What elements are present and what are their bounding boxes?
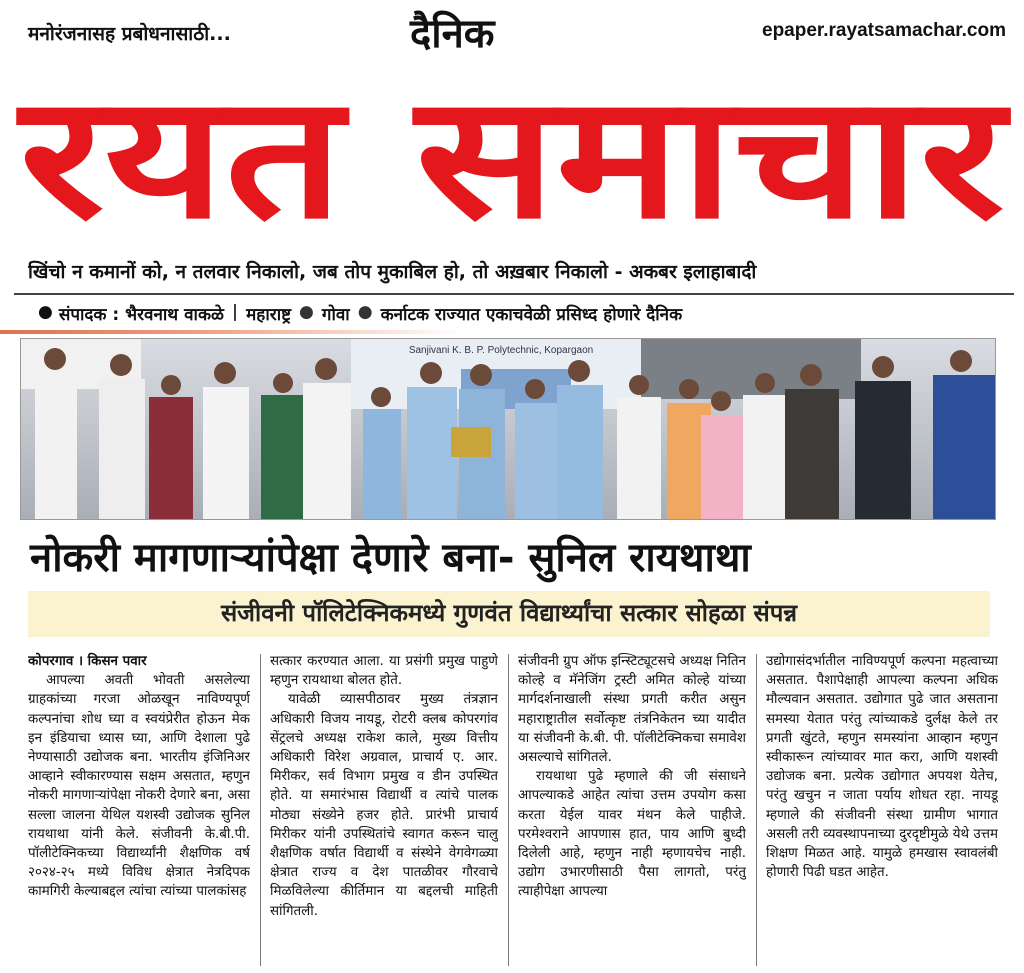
bullet-icon: ● [38, 302, 53, 322]
article-body [28, 652, 998, 968]
column-divider [756, 654, 757, 966]
column-divider [260, 654, 261, 966]
region-goa: गोवा [321, 305, 350, 325]
orange-rule [0, 330, 1024, 334]
article-column-1 [28, 652, 250, 968]
region-maharashtra: महाराष्ट्र [246, 305, 292, 325]
editor-credit: संपादक : भैरवनाथ वाकळे [58, 305, 224, 325]
website-link[interactable]: epaper.rayatsamachar.com [762, 20, 1006, 41]
article-paragraph: संजीवनी ग्रुप ऑफ इन्स्टिट्यूटसचे अध्यक्ष नितिन कोल्हे व मॅनेजिंग ट्रस्टी अमित कोल्हे यांच्या मार्गदर्शनाखाली संस्था प्रगती करीत असुन महाराष्ट्रातील सर्वोत्कृष्ट तंत्रनिकेतन च्या यादीत या संजीवनी के.बी. पी. पॉलीटेक्निकचा समावेश असल्याचे सांगितले. [518, 654, 746, 766]
masthead [0, 58, 1024, 248]
event-photo-graphic [21, 339, 996, 520]
masthead-rule [14, 293, 1014, 295]
separator: | [231, 302, 239, 322]
article-subheadline: संजीवनी पॉलिटेक्निकमध्ये गुणवंत विद्यार्थ्यांचा सत्कार सोहळा संपन्न [220, 599, 798, 627]
bullet-icon: ● [299, 302, 314, 322]
bullet-icon: ● [357, 302, 373, 322]
article-paragraph: रायथाथा पुढे म्हणाले की जी संसाधने आपल्याकडे आहेत त्यांचा उत्तम उपयोग कसा करता येईल यावर मंथन केले पाहीजे. परमेश्वराने आपणास हात, पाय आणि बुध्दी दिलेली आहे, म्हणुन नाही म्हणायचेच नाही. उद्योग उभारणीसाठी पैसा लागतो, परंतु त्याहीपेक्षा आपल्या [518, 769, 746, 900]
top-strip [0, 0, 1024, 64]
event-photo [20, 338, 996, 520]
tagline-left: मनोरंजनासह प्रबोधनासाठी... [28, 23, 231, 45]
article-column-3 [518, 652, 746, 968]
publication-note: कर्नाटक राज्यात एकाचवेळी प्रसिध्द होणारे दैनिक [380, 305, 683, 325]
info-line [38, 302, 998, 325]
article-dateline: कोपरगाव । किसन पवार [28, 654, 147, 669]
article-paragraph: यावेळी व्यासपीठावर मुख्य तंत्रज्ञान अधिकारी विजय नायडू, रोटरी क्लब कोपरगांव सेंट्रलचे अध्यक्ष राकेश काले, मुख्य वित्तीय अधिकारी विरेश अग्रवाल, प्राचार्य ए. आर. मिरीकर, सर्व विभाग प्रमुख व डीन उपस्थित होते. या समारंभास विद्यार्थी व त्यांचे पालक मोठ्या संख्येने हजर होते. प्रारंभी प्राचार्य मिरीकर यांनी उपस्थितांचे स्वागत करून चालु शैक्षणिक वर्षात विद्यार्थी व संस्थेने वेगवेगळ्या क्षेत्रात राज्य व देश पातळीवर गौरवाचे मिळविलेल्या कीर्तिमान या बद्दलची माहिती सांगितली. [270, 692, 498, 919]
article-column-4 [766, 652, 998, 968]
article-paragraph: उद्योगासंदर्भातील नाविण्यपूर्ण कल्पना महत्वाच्या असतात. पैशापेक्षाही आपल्या कल्पना अधिक मौल्यवान असतात. उद्योगात पुढे जात असताना समस्या येतात परंतु त्यांच्याकडे दुर्लक्ष केले तर प्रगती खुंटते, म्हणुन समस्यांना आव्हान म्हणुन स्वीकारून त्यांच्यावर मात करा, आणि यशस्वी उद्योजक बना. प्रत्येक उद्योगात अपयश येतेच, परंतु खचुन न जाता पर्याय शोधत रहा. नायडू म्हणाले की संजीवनी संस्था ग्रामीण भागात असली तरी व्यवस्थापनाच्या दुरदृष्टीमुळे येथे उत्तम शिक्षण मिळत आहे. यामुळे हमखास स्वावलंबी होणारी पिढी घडत आहेत. [766, 654, 998, 881]
article-headline: नोकरी मागणाऱ्यांपेक्षा देणारे बना- सुनिल रायथाथा [30, 535, 751, 581]
article-column-2 [270, 652, 498, 968]
masthead-title-graphic [0, 58, 1024, 248]
masthead-title: रयत समाचार [15, 59, 1012, 248]
award-trophy [451, 427, 491, 457]
edition-label: दैनिक [410, 11, 495, 57]
article-paragraph: आपल्या अवती भोवती असलेल्या ग्राहकांच्या गरजा ओळखून नाविण्यपूर्ण कल्पनांचा शोध घ्या व स्वयंप्रेरीत होऊन मेक इन इंडियाचा ध्यास घ्या, आणि देशाला पुढे नेण्यासाठी उद्योजक बना. भारतीय इंजिनिअर आव्हाने स्वीकारण्यास सक्षम असतात, म्हणुन नोकरी मागणाऱ्यांपेक्षा नोकरी देणारे बना, असा सल्ला जालना येथिल यशस्वी उद्योजक सुनिल रायथाथा यांनी केले. संजीवनी के.बी.पी. पॉलीटेक्निकच्या विद्यार्थ्यांनी शैक्षणिक वर्ष २०२४-२५ मध्ये विविध क्षेत्रात नेत्रदिपक कामगिरी केल्याबद्दल त्यांचा त्यांच्या पालकांसह [28, 673, 250, 900]
masthead-quote: खिंचो न कमानों को, न तलवार निकालो, जब तोप मुकाबिल हो, तो अख़बार निकालो - अकबर इलाहाबादी [28, 261, 757, 283]
article-paragraph: सत्कार करण्यात आला. या प्रसंगी प्रमुख पाहुणे म्हणुन रायथाथा बोलत होते. [270, 654, 498, 689]
banner-caption: Sanjivani K. B. P. Polytechnic, Kopargaon [408, 345, 594, 356]
column-divider [508, 654, 509, 966]
